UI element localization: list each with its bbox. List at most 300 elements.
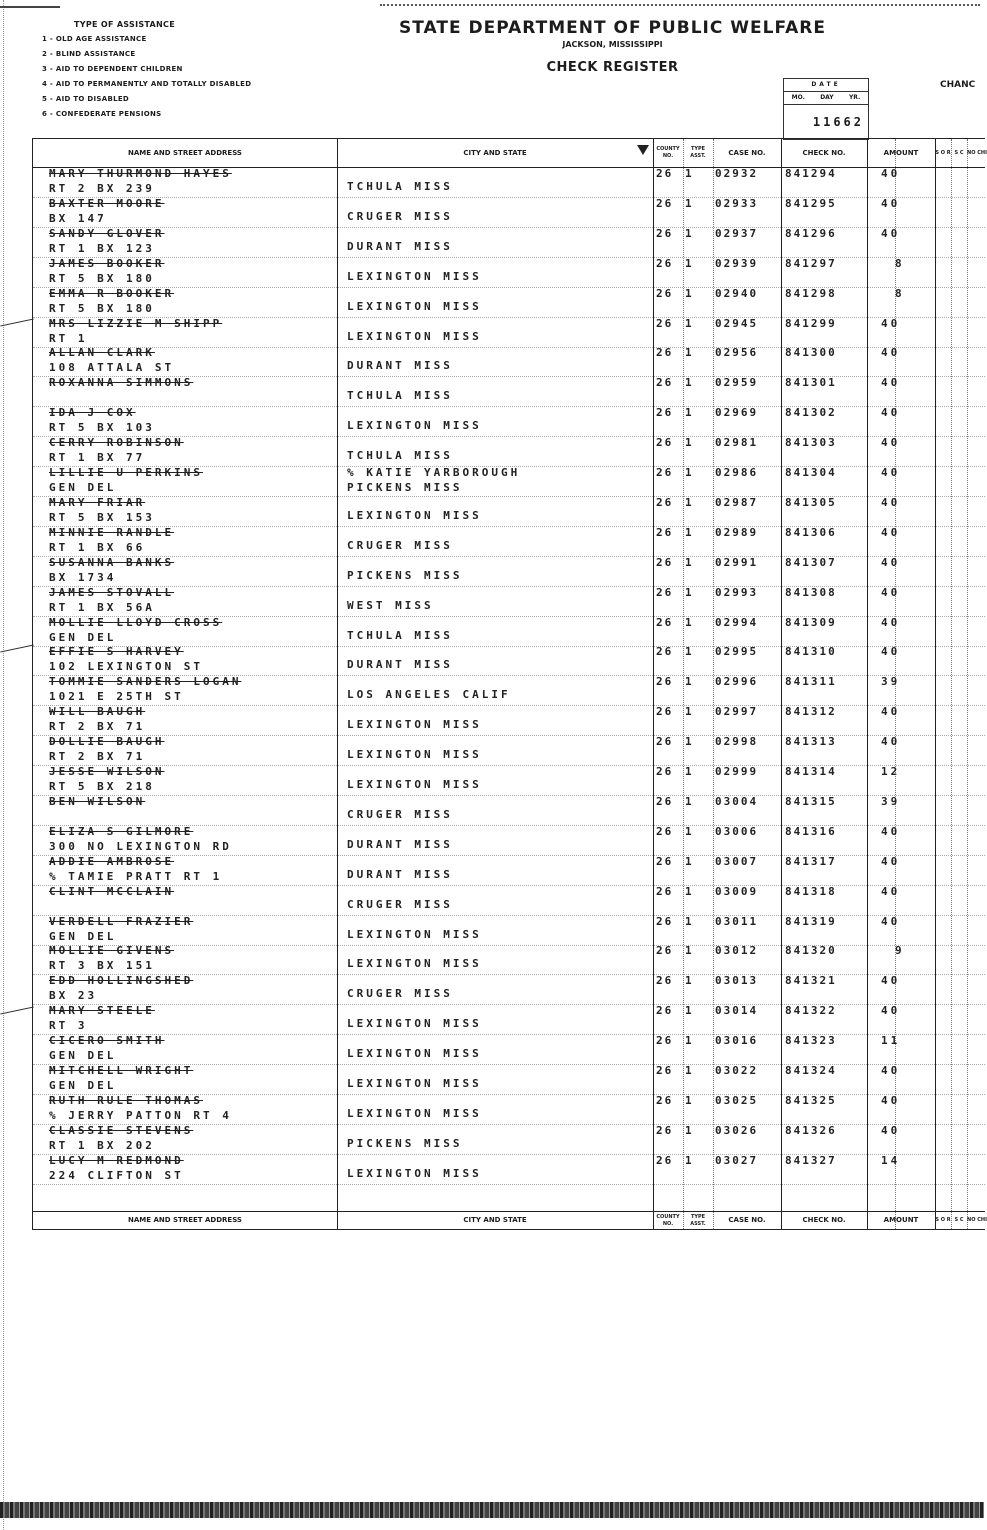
county-number: 26 [656,1034,674,1048]
street-address: GEN DEL [49,929,117,943]
street-address: 108 ATTALA ST [49,361,175,375]
street-address: BX 1734 [49,570,117,584]
city-state: LEXINGTON MISS [347,269,482,283]
recipient-name: JAMES BOOKER [49,256,165,270]
county-number: 26 [656,1064,674,1077]
recipient-name: CLINT MCCLAIN [49,884,175,898]
table-row [33,228,985,258]
table-row [33,856,985,886]
case-number: 02937 [715,226,759,240]
margin-tick-mark [0,1006,33,1014]
recipient-name: VERDELL FRAZIER [49,914,194,928]
street-address: RT 1 BX 66 [49,540,146,554]
assistance-type: 1 [685,914,695,928]
assistance-type: 1 [685,824,695,838]
check-number: 841310 [785,645,837,659]
city-state: LEXINGTON MISS [347,927,482,941]
check-number: 841305 [785,495,837,509]
date-sublabels [784,92,868,105]
assistance-type: 1 [685,286,695,300]
assistance-type: 1 [685,1034,695,1048]
county-number: 26 [656,1093,674,1107]
city-state: LEXINGTON MISS [347,1166,482,1180]
recipient-name: BAXTER MOORE [49,196,165,210]
case-number: 03013 [715,974,759,988]
amount: 40 [881,645,901,659]
case-number: 02940 [715,286,759,300]
legend-item: 1 - OLD AGE ASSISTANCE [42,35,147,43]
col-header-nochi: NO CHI [967,149,987,156]
recipient-name: CICERO SMITH [49,1034,165,1048]
amount: 40 [881,167,901,180]
check-number: 841301 [785,376,837,390]
assistance-type: 1 [685,376,695,390]
city-state: PICKENS MISS [347,1136,463,1150]
register-table [32,138,985,1230]
case-number: 03025 [715,1093,759,1107]
assistance-type: 1 [685,346,695,360]
check-number: 841320 [785,944,837,958]
assistance-type: 1 [685,675,695,689]
assistance-type: 1 [685,615,695,629]
check-number: 841308 [785,585,837,599]
street-address: GEN DEL [49,630,117,644]
city-state: LEXINGTON MISS [347,1047,482,1061]
case-number: 02981 [715,436,759,450]
county-number: 26 [656,974,674,988]
county-number: 26 [656,555,674,569]
assistance-type: 1 [685,705,695,719]
assistance-type: 1 [685,466,695,479]
assistance-type: 1 [685,645,695,659]
case-number: 03012 [715,944,759,958]
case-number: 03004 [715,794,759,808]
assistance-type: 1 [685,436,695,450]
assistance-type: 1 [685,794,695,808]
county-number: 26 [656,705,674,719]
recipient-name: ADDIE AMBROSE [49,854,175,868]
case-number: 03016 [715,1034,759,1048]
col-footer-sor: S O R [935,1217,951,1223]
table-row [33,1155,985,1185]
table-row [33,377,985,407]
amount: 40 [881,495,901,509]
street-address: RT 1 BX 56A [49,600,155,614]
case-number: 02969 [715,406,759,420]
amount: 11 [881,1034,901,1048]
county-number: 26 [656,406,674,420]
amount: 40 [881,1004,901,1018]
city-state: DURANT MISS [347,359,453,373]
chancery-label: CHANC [940,80,976,90]
case-number: 02932 [715,167,759,180]
date-label: DATE [784,79,868,92]
date-day-label: DAY [820,94,834,101]
city-state: LEXINGTON MISS [347,1077,482,1090]
col-header-city: CITY AND STATE [463,148,527,157]
table-header [33,139,985,168]
county-number: 26 [656,735,674,749]
street-address: RT 2 BX 239 [49,182,155,195]
table-row [33,497,985,527]
county-number: 26 [656,525,674,539]
city-state: TCHULA MISS [347,180,453,193]
margin-tick-mark [0,644,33,652]
county-number: 26 [656,824,674,838]
case-number: 02987 [715,495,759,509]
county-number: 26 [656,585,674,599]
amount: 40 [881,376,901,390]
col-header-name: NAME AND STREET ADDRESS [128,148,242,157]
amount: 40 [881,914,901,928]
assistance-type: 1 [685,495,695,509]
amount: 40 [881,735,901,749]
county-number: 26 [656,794,674,808]
col-header-sor: S O R [935,149,951,156]
col-footer-county: COUNTY NO. [656,1213,680,1227]
amount: 40 [881,884,901,898]
table-row [33,407,985,437]
street-address: BX 23 [49,989,98,1003]
county-number: 26 [656,346,674,360]
table-row [33,886,985,916]
assistance-type: 1 [685,585,695,599]
assistance-type: 1 [685,974,695,988]
street-address: RT 5 BX 180 [49,271,155,285]
table-row [33,557,985,587]
county-number: 26 [656,944,674,958]
row-rule [33,1184,985,1185]
city-state-line2: PICKENS MISS [347,481,463,494]
col-footer-type: TYPE ASST. [690,1213,706,1227]
case-number: 03009 [715,884,759,898]
check-number: 841315 [785,794,837,808]
col-header-type: TYPE ASST. [690,146,706,159]
street-address: GEN DEL [49,1079,117,1092]
legend-item: 6 - CONFEDERATE PENSIONS [42,110,162,118]
case-number: 03014 [715,1004,759,1018]
city-state: TCHULA MISS [347,449,453,463]
street-address: 102 LEXINGTON ST [49,660,203,674]
city-state: LEXINGTON MISS [347,299,482,313]
amount: 40 [881,615,901,629]
amount: 40 [881,226,901,240]
street-address: RT 1 [49,331,88,345]
city-state: CRUGER MISS [347,987,453,1001]
city-state: PICKENS MISS [347,568,463,582]
check-number: 841318 [785,884,837,898]
county-number: 26 [656,167,674,180]
amount: 8 [895,286,905,300]
case-number: 02956 [715,346,759,360]
assistance-type: 1 [685,1064,695,1077]
legend-item: 5 - AID TO DISABLED [42,95,130,103]
check-number: 841304 [785,466,837,479]
city-state: LEXINGTON MISS [347,748,482,762]
col-footer-name: NAME AND STREET ADDRESS [128,1216,242,1224]
check-number: 841317 [785,854,837,868]
recipient-name: BEN WILSON [49,794,146,808]
amount: 40 [881,196,901,210]
county-number: 26 [656,765,674,778]
check-number: 841325 [785,1093,837,1107]
amount: 39 [881,675,901,689]
amount: 14 [881,1153,901,1167]
col-footer-amount: AMOUNT [883,1216,919,1224]
check-number: 841316 [785,824,837,838]
case-number: 02995 [715,645,759,659]
recipient-name: CERRY ROBINSON [49,436,184,450]
amount: 40 [881,1123,901,1137]
case-number: 02933 [715,196,759,210]
amount: 40 [881,705,901,719]
table-footer [33,1211,985,1229]
check-number: 841313 [785,735,837,749]
recipient-name: SANDY GLOVER [49,226,165,240]
check-number: 841302 [785,406,837,420]
table-row [33,796,985,826]
recipient-name: CLASSIE STEVENS [49,1123,194,1137]
page-subtitle: JACKSON, MISSISSIPPI [562,40,663,49]
county-number: 26 [656,884,674,898]
street-address: RT 1 BX 77 [49,451,146,465]
check-number: 841303 [785,436,837,450]
table-row [33,916,985,946]
col-header-case: CASE NO. [728,148,766,157]
city-state: CRUGER MISS [347,897,453,911]
city-state: CRUGER MISS [347,209,453,223]
recipient-name: TOMMIE SANDERS LOGAN [49,675,242,689]
legend-title: TYPE OF ASSISTANCE [74,20,175,29]
check-number: 841327 [785,1153,837,1167]
recipient-name: JAMES STOVALL [49,585,175,599]
amount: 40 [881,824,901,838]
amount: 39 [881,794,901,808]
margin-tick-mark [0,318,33,326]
recipient-name: MINNIE RANDLE [49,525,175,539]
street-address: RT 3 BX 151 [49,959,155,973]
check-number: 841295 [785,196,837,210]
city-state: LEXINGTON MISS [347,778,482,791]
table-row [33,706,985,736]
case-number: 02993 [715,585,759,599]
table-row [33,467,985,497]
case-number: 02989 [715,525,759,539]
table-row [33,676,985,706]
county-number: 26 [656,466,674,479]
amount: 40 [881,1064,901,1077]
table-row [33,437,985,467]
table-row [33,1035,985,1065]
check-number: 841323 [785,1034,837,1048]
street-address: % JERRY PATTON RT 4 [49,1108,232,1122]
city-state: LEXINGTON MISS [347,1106,482,1120]
check-number: 841326 [785,1123,837,1137]
amount: 12 [881,765,901,778]
col-header-amount: AMOUNT [883,148,919,157]
assistance-legend [42,20,362,122]
check-number: 841307 [785,555,837,569]
check-number: 841296 [785,226,837,240]
check-number: 841312 [785,705,837,719]
recipient-name: MOLLIE LLOYD CROSS [49,615,223,629]
recipient-name: RUTH RULE THOMAS [49,1093,203,1107]
table-row [33,826,985,856]
city-state: TCHULA MISS [347,389,453,403]
case-number: 02996 [715,675,759,689]
table-row [33,736,985,766]
county-number: 26 [656,286,674,300]
assistance-type: 1 [685,167,695,180]
assistance-type: 1 [685,316,695,330]
case-number: 03006 [715,824,759,838]
recipient-name: MRS LIZZIE M SHIPP [49,316,223,330]
table-row [33,1065,985,1095]
city-state: DURANT MISS [347,867,453,881]
amount: 40 [881,974,901,988]
city-state: LEXINGTON MISS [347,419,482,433]
recipient-name: ELIZA S GILMORE [49,824,194,838]
case-number: 02986 [715,466,759,479]
case-number: 03011 [715,914,759,928]
case-number: 03022 [715,1064,759,1077]
street-address: RT 3 [49,1019,88,1033]
col-footer-city: CITY AND STATE [463,1216,527,1224]
amount: 40 [881,525,901,539]
amount: 40 [881,854,901,868]
check-number: 841306 [785,525,837,539]
col-header-county: COUNTY NO. [656,146,680,159]
table-row [33,1095,985,1125]
table-row [33,258,985,288]
county-number: 26 [656,196,674,210]
col-header-sc: S C [954,149,964,156]
city-state: LEXINGTON MISS [347,508,482,522]
case-number: 03027 [715,1153,759,1167]
case-number: 03026 [715,1123,759,1137]
city-state: CRUGER MISS [347,538,453,552]
street-address: RT 5 BX 153 [49,510,155,524]
street-address: 224 CLIFTON ST [49,1168,184,1182]
street-address: RT 1 BX 123 [49,241,155,255]
col-footer-sc: S C [954,1217,964,1223]
check-number: 841298 [785,286,837,300]
legend-item: 4 - AID TO PERMANENTLY AND TOTALLY DISABLED [42,80,252,88]
check-number: 841324 [785,1064,837,1077]
assistance-type: 1 [685,196,695,210]
col-footer-check: CHECK NO. [802,1216,846,1224]
city-state: LOS ANGELES CALIF [347,688,511,702]
amount: 40 [881,346,901,360]
table-row [33,198,985,228]
recipient-name: DOLLIE BAUGH [49,735,165,749]
col-footer-nochi: NO CHI [967,1217,987,1223]
date-year-label: YR. [848,94,861,101]
county-number: 26 [656,256,674,270]
check-number: 841300 [785,346,837,360]
recipient-name: MITCHELL WRIGHT [49,1064,194,1077]
top-left-rule [0,6,60,8]
city-state: % KATIE YARBOROUGH [347,466,521,479]
county-number: 26 [656,226,674,240]
assistance-type: 1 [685,1153,695,1167]
table-row [33,766,985,796]
col-header-check: CHECK NO. [802,148,846,157]
case-number: 02994 [715,615,759,629]
table-row [33,288,985,318]
case-number: 02945 [715,316,759,330]
amount: 40 [881,585,901,599]
county-number: 26 [656,854,674,868]
county-number: 26 [656,495,674,509]
county-number: 26 [656,316,674,330]
recipient-name: ALLAN CLARK [49,346,155,360]
recipient-name: MARY FRIAR [49,495,146,509]
recipient-name: WILL BAUGH [49,705,146,719]
city-state: LEXINGTON MISS [347,1017,482,1031]
scan-edge-band [0,1502,984,1518]
city-state: LEXINGTON MISS [347,957,482,971]
table-row [33,347,985,377]
street-address: RT 5 BX 103 [49,421,155,435]
amount: 40 [881,1093,901,1107]
street-address: 1021 E 25TH ST [49,690,184,704]
assistance-type: 1 [685,944,695,958]
left-edge [0,0,4,1530]
assistance-type: 1 [685,555,695,569]
table-row [33,1005,985,1035]
table-row [33,1125,985,1155]
amount: 40 [881,466,901,479]
assistance-type: 1 [685,765,695,778]
check-number: 841322 [785,1004,837,1018]
case-number: 02939 [715,256,759,270]
county-number: 26 [656,1123,674,1137]
assistance-type: 1 [685,256,695,270]
county-number: 26 [656,675,674,689]
amount: 40 [881,555,901,569]
street-address: RT 5 BX 180 [49,301,155,315]
table-row [33,318,985,348]
top-dotted-rule [380,4,980,6]
recipient-name: ROXANNA SIMMONS [49,376,194,390]
city-state: DURANT MISS [347,239,453,253]
check-number: 841299 [785,316,837,330]
assistance-type: 1 [685,226,695,240]
amount: 9 [895,944,905,958]
assistance-type: 1 [685,1123,695,1137]
case-number: 02998 [715,735,759,749]
county-number: 26 [656,1004,674,1018]
legend-item: 3 - AID TO DEPENDENT CHILDREN [42,65,183,73]
street-address: GEN DEL [49,1049,117,1063]
county-number: 26 [656,376,674,390]
city-state: DURANT MISS [347,837,453,851]
case-number: 02999 [715,765,759,778]
county-number: 26 [656,645,674,659]
recipient-name: LUCY M REDMOND [49,1153,184,1167]
city-state: LEXINGTON MISS [347,329,482,343]
street-address: GEN DEL [49,481,117,494]
assistance-type: 1 [685,1093,695,1107]
amount: 40 [881,316,901,330]
amount: 40 [881,436,901,450]
recipient-name: EDD HOLLINGSHED [49,974,194,988]
county-number: 26 [656,1153,674,1167]
recipient-name: MOLLIE GIVENS [49,944,175,958]
city-state: TCHULA MISS [347,628,453,642]
case-number: 02991 [715,555,759,569]
